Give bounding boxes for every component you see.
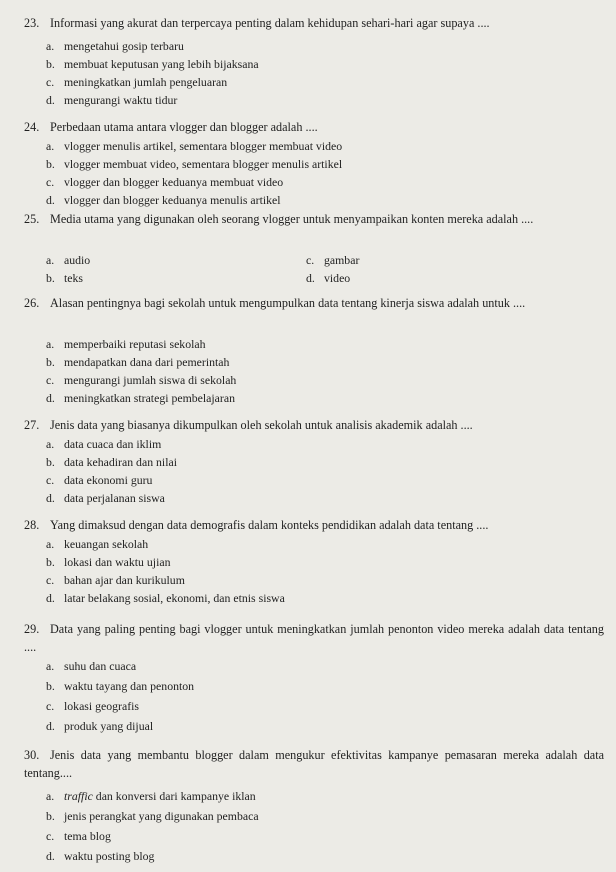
option-a	[46, 252, 90, 268]
question-stem	[24, 620, 604, 656]
question-number: 27.	[24, 418, 40, 432]
option-text: teks	[64, 271, 84, 285]
option-letter: d.	[46, 93, 55, 107]
option-letter: b.	[46, 271, 55, 285]
option-d	[46, 848, 154, 864]
option-text: mendapatkan dana dari pemerintah	[64, 355, 230, 369]
option-letter: c.	[46, 473, 55, 487]
option-letter: b.	[46, 455, 55, 469]
question-stem	[24, 416, 473, 434]
option-d	[46, 490, 165, 506]
option-text: memperbaiki reputasi sekolah	[64, 337, 206, 351]
option-text: data perjalanan siswa	[64, 491, 165, 505]
question-stem	[24, 746, 604, 782]
option-letter: a.	[46, 139, 55, 153]
option-text: gambar	[324, 253, 360, 267]
option-text: keuangan sekolah	[64, 537, 149, 551]
option-letter: c.	[306, 253, 315, 267]
question-text: Media utama yang digunakan oleh seorang vlogger untuk menyampaikan konten mereka adalah ....	[50, 212, 534, 226]
option-text: mengurangi jumlah siswa di sekolah	[64, 373, 237, 387]
option-text: vlogger dan blogger keduanya membuat video	[64, 175, 284, 189]
option-b	[46, 454, 177, 470]
option-text: data kehadiran dan nilai	[64, 455, 178, 469]
option-letter: c.	[46, 573, 55, 587]
option-b	[46, 554, 170, 570]
option-b	[46, 56, 259, 72]
question-text: Yang dimaksud dengan data demografis dalam konteks pendidikan adalah data tentang ....	[50, 518, 489, 532]
option-letter: b.	[46, 355, 55, 369]
option-a	[46, 436, 161, 452]
question-number: 28.	[24, 518, 40, 532]
option-text: data ekonomi guru	[64, 473, 153, 487]
option-text: dan konversi dari kampanye iklan	[92, 789, 256, 803]
option-letter: c.	[46, 373, 55, 387]
option-letter: a.	[46, 437, 55, 451]
option-c	[46, 174, 283, 190]
option-letter: b.	[46, 555, 55, 569]
option-text: lokasi dan waktu ujian	[64, 555, 171, 569]
option-text: lokasi geografis	[64, 699, 140, 713]
question-number: 26.	[24, 296, 40, 310]
question-number: 25.	[24, 212, 40, 226]
option-text: meningkatkan strategi pembelajaran	[64, 391, 235, 405]
option-letter: b.	[46, 809, 55, 823]
question-number: 30.	[24, 748, 40, 762]
question-number: 29.	[24, 622, 40, 636]
option-letter: b.	[46, 679, 55, 693]
option-letter: d.	[306, 271, 315, 285]
option-letter: c.	[46, 829, 55, 843]
option-text: video	[324, 271, 351, 285]
question-text: Data yang paling penting bagi vlogger untuk meningkatkan jumlah penonton video mereka adalah data tentang ....	[24, 622, 604, 654]
option-d	[306, 270, 350, 286]
option-letter: d.	[46, 591, 55, 605]
option-a	[46, 138, 342, 154]
option-a	[46, 536, 148, 552]
option-text: vlogger membuat video, sementara blogger menulis artikel	[64, 157, 343, 171]
question-stem	[24, 294, 604, 312]
option-letter: a.	[46, 659, 55, 673]
option-d	[46, 390, 235, 406]
question-number: 24.	[24, 120, 40, 134]
option-letter: d.	[46, 391, 55, 405]
option-letter: a.	[46, 789, 55, 803]
option-letter: c.	[46, 175, 55, 189]
option-text: vlogger dan blogger keduanya menulis artikel	[64, 193, 281, 207]
option-letter: c.	[46, 75, 55, 89]
option-letter: a.	[46, 253, 55, 267]
question-stem	[24, 210, 604, 228]
option-letter: a.	[46, 537, 55, 551]
option-c	[46, 828, 111, 844]
option-d	[46, 590, 285, 606]
option-text: jenis perangkat yang digunakan pembaca	[64, 809, 259, 823]
option-c	[306, 252, 359, 268]
option-text: suhu dan cuaca	[64, 659, 137, 673]
option-text: tema blog	[64, 829, 111, 843]
option-text: mengurangi waktu tidur	[64, 93, 178, 107]
option-d	[46, 92, 177, 108]
option-letter: b.	[46, 157, 55, 171]
option-letter: d.	[46, 719, 55, 733]
option-text: produk yang dijual	[64, 719, 154, 733]
option-text: data cuaca dan iklim	[64, 437, 162, 451]
option-a	[46, 658, 136, 674]
option-b	[46, 156, 342, 172]
option-text: latar belakang sosial, ekonomi, dan etnis siswa	[64, 591, 285, 605]
option-a	[46, 38, 184, 54]
question-text: Jenis data yang biasanya dikumpulkan oleh sekolah untuk analisis akademik adalah ....	[50, 418, 473, 432]
option-letter: d.	[46, 849, 55, 863]
question-text: Informasi yang akurat dan terpercaya penting dalam kehidupan sehari-hari agar supaya ....	[50, 16, 490, 30]
question-stem	[24, 14, 490, 32]
option-d	[46, 192, 281, 208]
option-text: membuat keputusan yang lebih bijaksana	[64, 57, 259, 71]
option-letter: b.	[46, 57, 55, 71]
question-text: Alasan pentingnya bagi sekolah untuk mengumpulkan data tentang kinerja siswa adalah untuk ....	[50, 296, 526, 310]
option-text: mengetahui gosip terbaru	[64, 39, 184, 53]
question-stem	[24, 516, 488, 534]
option-a	[46, 336, 206, 352]
option-text: waktu posting blog	[64, 849, 155, 863]
option-text-italic: traffic	[64, 789, 93, 803]
option-b	[46, 808, 259, 824]
option-c	[46, 74, 227, 90]
option-text: meningkatkan jumlah pengeluaran	[64, 75, 228, 89]
question-text: Perbedaan utama antara vlogger dan blogger adalah ....	[50, 120, 318, 134]
option-a	[46, 788, 256, 804]
question-text: Jenis data yang membantu blogger dalam mengukur efektivitas kampanye pemasaran mereka adalah data tentang....	[24, 748, 604, 780]
option-text: bahan ajar dan kurikulum	[64, 573, 185, 587]
option-text: audio	[64, 253, 91, 267]
option-d	[46, 718, 153, 734]
option-letter: c.	[46, 699, 55, 713]
option-c	[46, 698, 139, 714]
option-c	[46, 372, 236, 388]
option-text: waktu tayang dan penonton	[64, 679, 195, 693]
question-stem	[24, 118, 318, 136]
option-letter: d.	[46, 193, 55, 207]
option-c	[46, 472, 152, 488]
option-letter: a.	[46, 39, 55, 53]
option-c	[46, 572, 185, 588]
option-letter: a.	[46, 337, 55, 351]
option-b	[46, 354, 229, 370]
option-letter: d.	[46, 491, 55, 505]
question-number: 23.	[24, 16, 40, 30]
option-text: vlogger menulis artikel, sementara blogger membuat video	[64, 139, 343, 153]
option-b	[46, 678, 194, 694]
option-b	[46, 270, 83, 286]
